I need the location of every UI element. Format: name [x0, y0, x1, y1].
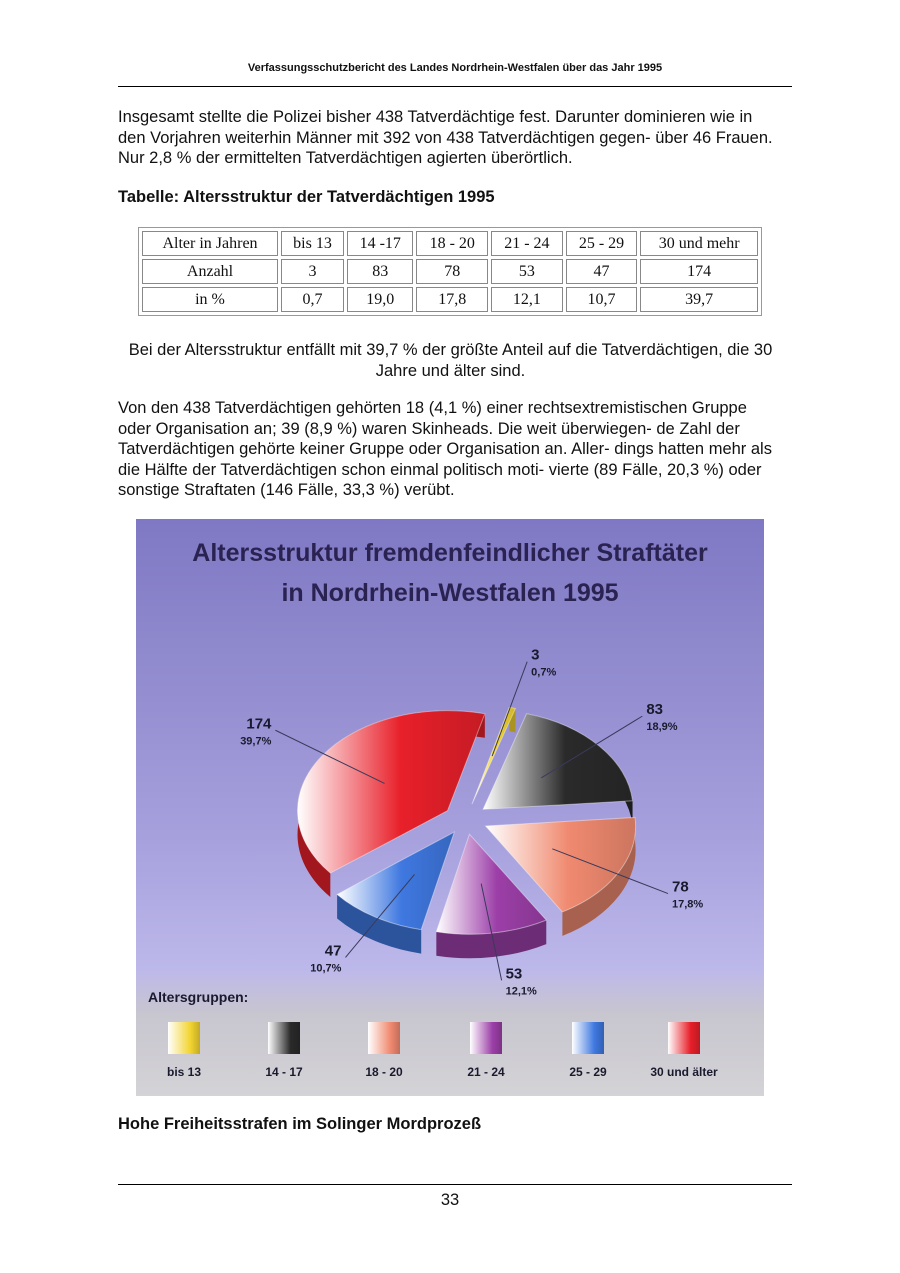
table-cell: 25 - 29 — [566, 231, 638, 256]
table-row — [142, 259, 758, 284]
table-cell: bis 13 — [281, 231, 344, 256]
slice-percent-label: 12,1% — [505, 985, 537, 998]
page-number: 33 — [440, 1191, 460, 1209]
running-header: Verfassungsschutzbericht des Landes Nordrhein-Westfalen über das Jahr 1995 — [247, 62, 663, 74]
table-cell: 18 - 20 — [416, 231, 488, 256]
legend-swatch — [168, 1022, 200, 1054]
table-cell: 30 und mehr — [640, 231, 758, 256]
intro-paragraph: Insgesamt stellte die Polizei bisher 438 Tatverdächtige fest. Darunter dominieren wie in den Vorjahren weiterhin Männer mit 392 von 438 Tatverdächtigen gegen- über 46 Frauen. Nur 2,8 % der ermittelten Tatverdächtigen agierten überörtlich. — [118, 108, 773, 167]
slice-percent-label: 39,7% — [240, 735, 272, 748]
legend-label: bis 13 — [166, 1065, 202, 1079]
slice-value-label: 53 — [505, 965, 523, 983]
table-cell: 12,1 — [491, 287, 563, 312]
table-cell: 53 — [491, 259, 563, 284]
table-cell: 21 - 24 — [491, 231, 563, 256]
slice-value-label: 174 — [246, 715, 272, 733]
legend-swatch — [470, 1022, 502, 1054]
slice-percent-label: 17,8% — [672, 898, 704, 911]
legend-swatch — [668, 1022, 700, 1054]
header-rule — [118, 86, 792, 87]
legend-label: 14 - 17 — [265, 1065, 303, 1079]
legend-swatch — [268, 1022, 300, 1054]
table-caption: Bei der Altersstruktur entfällt mit 39,7 % der größte Anteil auf die Tatverdächtigen, die 30 Jahre und älter sind. — [128, 341, 773, 380]
pie-svg — [136, 519, 764, 1096]
table-cell: 10,7 — [566, 287, 638, 312]
legend-swatch — [368, 1022, 400, 1054]
legend-label: 21 - 24 — [467, 1065, 505, 1079]
table-cell: 17,8 — [416, 287, 488, 312]
table-cell: Alter in Jahren — [142, 231, 278, 256]
legend-title: Altersgruppen: — [148, 989, 249, 1005]
membership-paragraph: Von den 438 Tatverdächtigen gehörten 18 (4,1 %) einer rechtsextremistischen Gruppe oder Organisation an; 39 (8,9 %) waren Skinheads. Die weit überwiegen- de Zahl der Tatverdächtigen gehörte keiner Gruppe oder Organisation an. Aller- dings hatten mehr als die Hälfte der Tatverdächtigen schon einmal politisch moti- vierte (89 Fälle, 20,3 %) oder sonstige Straftaten (146 Fälle, 33,3 %) verübt. — [118, 399, 772, 499]
legend-label: 30 und älter — [650, 1065, 718, 1079]
slice-percent-label: 10,7% — [310, 962, 342, 975]
footer-rule — [118, 1184, 792, 1185]
slice-value-label: 83 — [646, 701, 664, 719]
table-cell: 14 -17 — [347, 231, 413, 256]
table-cell: 0,7 — [281, 287, 344, 312]
slice-value-label: 3 — [531, 646, 540, 664]
slice-percent-label: 0,7% — [531, 666, 557, 679]
table-cell: 19,0 — [347, 287, 413, 312]
table-heading: Tabelle: Altersstruktur der Tatverdächtigen 1995 — [118, 188, 495, 206]
table-cell: 83 — [347, 259, 413, 284]
table-cell: 47 — [566, 259, 638, 284]
table-cell: Anzahl — [142, 259, 278, 284]
chart-title-line2: in Nordrhein-Westfalen 1995 — [281, 579, 619, 607]
table-row — [142, 231, 758, 256]
slice-value-label: 47 — [324, 942, 342, 960]
age-pie-chart — [136, 519, 764, 1096]
table-cell: 3 — [281, 259, 344, 284]
slice-value-label: 78 — [672, 878, 689, 896]
table-row — [142, 287, 758, 312]
pie-slice — [298, 711, 485, 873]
age-table — [138, 227, 762, 316]
table-cell: 78 — [416, 259, 488, 284]
section-heading: Hohe Freiheitsstrafen im Solinger Mordprozeß — [118, 1115, 482, 1133]
legend-label: 25 - 29 — [569, 1065, 607, 1079]
legend-swatch — [572, 1022, 604, 1054]
chart-title-line1: Altersstruktur fremdenfeindlicher Straftäter — [192, 539, 708, 567]
table-cell: 39,7 — [640, 287, 758, 312]
table-cell: in % — [142, 287, 278, 312]
table-cell: 174 — [640, 259, 758, 284]
legend-label: 18 - 20 — [365, 1065, 403, 1079]
slice-percent-label: 18,9% — [646, 721, 678, 734]
